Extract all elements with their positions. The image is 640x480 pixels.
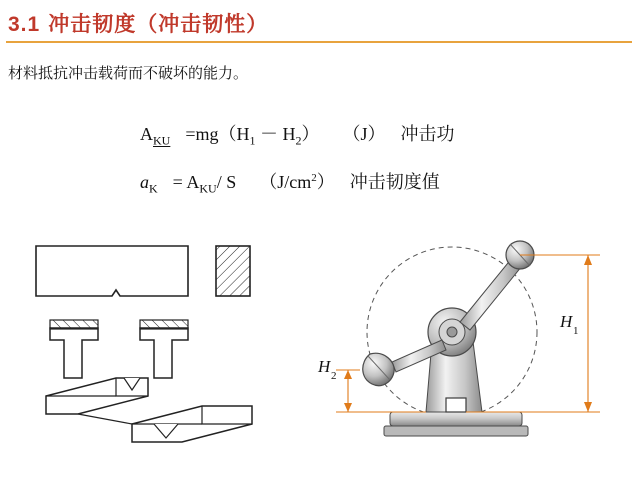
formula1-sub2: 2 [295, 133, 302, 148]
page-title [8, 8, 268, 38]
formula2-body2: / S [216, 172, 237, 192]
page-title-number: 3.1 [8, 13, 41, 36]
notched-specimen-svg [20, 228, 320, 468]
pendulum-impact-tester-svg [318, 222, 630, 472]
specimen-cross-section [216, 246, 250, 296]
formula2-sub: KU [199, 181, 217, 196]
dimension-h1-label: H [560, 312, 573, 331]
intro-paragraph: 材料抵抗冲击载荷而不破坏的能力。 [8, 65, 249, 82]
specimen-bar [36, 246, 188, 296]
formula1-sub1: 1 [249, 133, 256, 148]
formula1-symbol-subscript: KU [153, 133, 171, 148]
formula-impact-toughness [140, 168, 440, 197]
broken-specimen-halves [46, 378, 252, 442]
formula-impact-energy [140, 120, 455, 149]
pendulum-impact-tester-figure [318, 222, 630, 472]
formula1-symbol: A [140, 124, 153, 144]
formula1-unit: （J） [342, 124, 386, 144]
dimension-h2-label: H [318, 357, 331, 376]
formula2-unit-exponent: 2 [311, 172, 317, 184]
formula2-unit-end: ） [316, 172, 335, 192]
formula1-caption: 冲击功 [400, 124, 455, 144]
formula2-unit: （J/cm [259, 172, 312, 192]
formula1-body3: ） [301, 124, 320, 144]
formula1-body: =mg（H [185, 124, 250, 144]
dimension-h2-subscript: 2 [331, 370, 337, 382]
formula1-body2: H [282, 124, 296, 144]
formula1-minus: － [260, 124, 278, 144]
formula2-symbol: a [140, 172, 149, 192]
dimension-h1 [466, 255, 600, 412]
pendulum-arm-raised [460, 241, 534, 330]
page-title-text: 冲击韧度（冲击韧性） [48, 13, 269, 36]
formula2-symbol-subscript: K [149, 181, 158, 196]
title-underline-rule [6, 41, 632, 43]
formula2-body: = A [172, 172, 200, 192]
dimension-h1-subscript: 1 [573, 325, 579, 337]
specimen-supports [50, 320, 188, 378]
formula2-caption: 冲击韧度值 [349, 172, 440, 192]
notched-specimen-figure [20, 228, 320, 468]
